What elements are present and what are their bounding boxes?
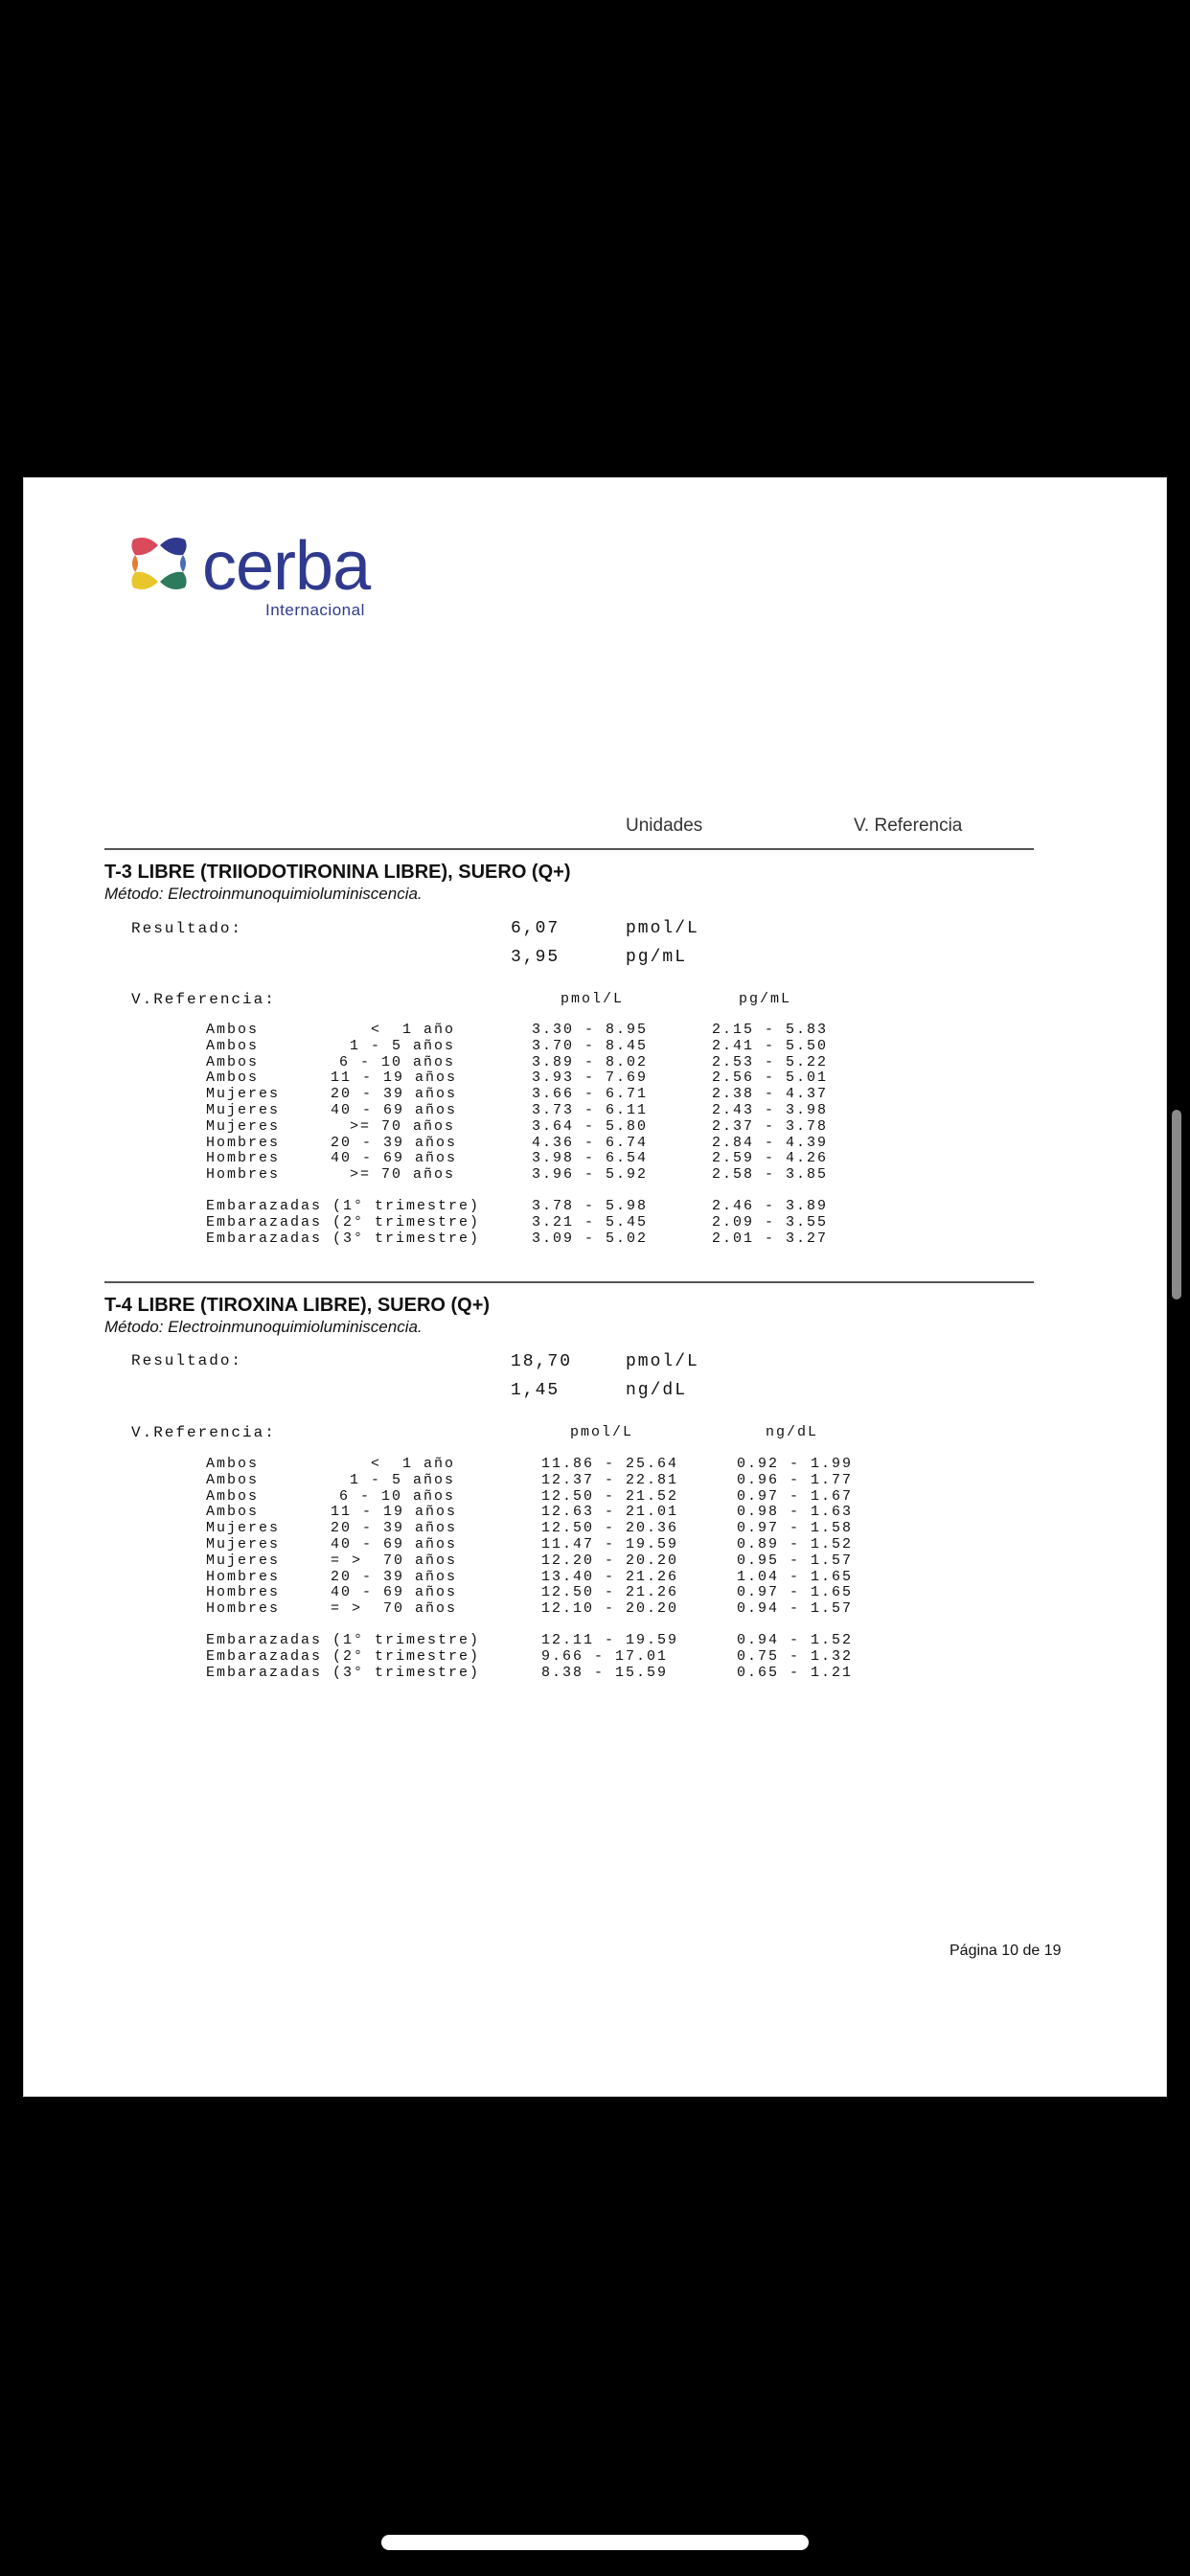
reference-row-range-2: 0.97 - 1.58 xyxy=(737,1520,854,1537)
result-unit: ng/dL xyxy=(626,1381,688,1400)
reference-row-range-2: 0.92 - 1.99 xyxy=(737,1456,854,1472)
reference-row-age: 6 - 10 años xyxy=(338,1487,455,1505)
column-header-reference: V. Referencia xyxy=(854,816,963,836)
reference-row-age: 1 - 5 años xyxy=(349,1471,455,1488)
reference-row-range-1: 3.30 - 8.95 xyxy=(532,1022,649,1038)
reference-row-group: Mujeres xyxy=(206,1552,281,1569)
pregnancy-row-label: Embarazadas (1° trimestre) xyxy=(206,1632,481,1648)
pregnancy-row-range-1: 3.78 - 5.98 xyxy=(532,1198,649,1214)
reference-row-group: Ambos xyxy=(206,1471,260,1488)
home-indicator[interactable] xyxy=(381,2535,809,2550)
reference-row-range-1: 3.73 - 6.11 xyxy=(532,1102,649,1118)
reference-row-group: Ambos xyxy=(206,1487,260,1505)
reference-row-age: = > 70 años xyxy=(331,1552,458,1569)
reference-row-range-1: 3.70 - 8.45 xyxy=(532,1037,649,1054)
cerba-logo-mark xyxy=(127,532,191,595)
pregnancy-row-range-2: 2.46 - 3.89 xyxy=(712,1198,829,1214)
section-title: T-4 LIBRE (TIROXINA LIBRE), SUERO (Q+) xyxy=(104,1295,491,1316)
reference-row-age: 11 - 19 años xyxy=(331,1070,458,1087)
pregnancy-row-label: Embarazadas (1° trimestre) xyxy=(206,1198,481,1214)
reference-row-group: Hombres xyxy=(206,1166,281,1184)
page-number: Página 10 de 19 xyxy=(950,1943,1062,1959)
header-divider xyxy=(104,848,1034,850)
reference-row-range-1: 3.96 - 5.92 xyxy=(532,1166,649,1184)
pregnancy-row-range-1: 3.09 - 5.02 xyxy=(532,1230,649,1247)
reference-row-group: Hombres xyxy=(206,1150,281,1167)
reference-row-range-2: 2.59 - 4.26 xyxy=(712,1150,829,1167)
reference-row-range-1: 12.50 - 21.52 xyxy=(541,1487,679,1505)
reference-unit-header: pmol/L xyxy=(570,1424,634,1440)
reference-row-range-2: 0.95 - 1.57 xyxy=(737,1552,854,1569)
result-value: 6,07 xyxy=(511,919,561,938)
reference-row-age: >= 70 años xyxy=(349,1117,455,1135)
scrollbar[interactable] xyxy=(1172,1110,1181,1300)
pregnancy-row-label: Embarazadas (2° trimestre) xyxy=(206,1213,481,1230)
reference-row-age: >= 70 años xyxy=(349,1166,455,1184)
reference-row-range-1: 12.50 - 20.36 xyxy=(541,1520,679,1537)
reference-label: V.Referencia: xyxy=(131,991,276,1008)
reference-row-range-2: 2.43 - 3.98 xyxy=(712,1102,829,1118)
reference-row-range-2: 0.97 - 1.67 xyxy=(737,1487,854,1505)
reference-row-range-2: 2.41 - 5.50 xyxy=(712,1037,829,1054)
reference-row-range-1: 12.63 - 21.01 xyxy=(541,1504,679,1521)
reference-row-range-2: 1.04 - 1.65 xyxy=(737,1568,854,1585)
pregnancy-row-label: Embarazadas (3° trimestre) xyxy=(206,1664,481,1681)
reference-row-age: 20 - 39 años xyxy=(331,1520,458,1537)
reference-row-group: Hombres xyxy=(206,1600,281,1618)
reference-row-range-2: 2.37 - 3.78 xyxy=(712,1117,829,1135)
reference-row-group: Ambos xyxy=(206,1070,260,1087)
result-value: 18,70 xyxy=(511,1352,573,1371)
reference-row-age: 20 - 39 años xyxy=(331,1568,458,1585)
reference-row-range-1: 12.10 - 20.20 xyxy=(541,1600,679,1618)
reference-row-range-2: 0.98 - 1.63 xyxy=(737,1504,854,1521)
reference-row-age: 1 - 5 años xyxy=(349,1037,455,1054)
reference-row-group: Ambos xyxy=(206,1504,260,1521)
reference-row-range-1: 3.66 - 6.71 xyxy=(532,1086,649,1103)
pregnancy-row-label: Embarazadas (2° trimestre) xyxy=(206,1647,481,1665)
result-unit: pmol/L xyxy=(626,1352,699,1371)
reference-row-group: Hombres xyxy=(206,1584,281,1601)
section-divider xyxy=(104,1281,1034,1283)
cerba-logo xyxy=(104,528,373,624)
reference-unit-header: ng/dL xyxy=(766,1424,819,1440)
reference-row-group: Mujeres xyxy=(206,1086,281,1103)
section-method: Método: Electroinmunoquimioluminiscencia. xyxy=(104,885,423,903)
reference-row-group: Mujeres xyxy=(206,1102,281,1118)
reference-row-range-1: 3.89 - 8.02 xyxy=(532,1053,649,1070)
reference-row-range-2: 2.15 - 5.83 xyxy=(712,1022,829,1038)
section-method: Método: Electroinmunoquimioluminiscencia. xyxy=(104,1318,423,1336)
reference-row-range-1: 12.37 - 22.81 xyxy=(541,1471,679,1488)
reference-row-range-2: 0.89 - 1.52 xyxy=(737,1536,854,1552)
reference-row-range-2: 0.97 - 1.65 xyxy=(737,1584,854,1601)
reference-row-range-1: 3.98 - 6.54 xyxy=(532,1150,649,1167)
reference-row-range-2: 2.58 - 3.85 xyxy=(712,1166,829,1184)
reference-row-age: 11 - 19 años xyxy=(331,1504,458,1521)
reference-row-group: Mujeres xyxy=(206,1520,281,1537)
reference-row-range-1: 11.47 - 19.59 xyxy=(541,1536,679,1552)
reference-row-group: Ambos xyxy=(206,1456,260,1472)
reference-row-age: 40 - 69 años xyxy=(331,1584,458,1601)
document-page xyxy=(23,477,1167,2097)
reference-row-age: 6 - 10 años xyxy=(338,1053,455,1070)
reference-row-range-2: 2.53 - 5.22 xyxy=(712,1053,829,1070)
reference-row-range-1: 3.64 - 5.80 xyxy=(532,1117,649,1135)
pregnancy-row-range-1: 3.21 - 5.45 xyxy=(532,1213,649,1230)
reference-row-group: Ambos xyxy=(206,1053,260,1070)
reference-row-group: Mujeres xyxy=(206,1536,281,1552)
pregnancy-row-range-1: 8.38 - 15.59 xyxy=(541,1664,669,1681)
logo-subtitle: Internacional xyxy=(265,601,365,619)
pregnancy-row-range-1: 9.66 - 17.01 xyxy=(541,1647,669,1665)
reference-row-range-1: 12.50 - 21.26 xyxy=(541,1584,679,1601)
pregnancy-row-range-2: 2.09 - 3.55 xyxy=(712,1213,829,1230)
reference-row-age: 40 - 69 años xyxy=(331,1102,458,1118)
result-label: Resultado: xyxy=(131,920,243,937)
pregnancy-row-range-1: 12.11 - 19.59 xyxy=(541,1632,679,1648)
reference-row-age: 20 - 39 años xyxy=(331,1086,458,1103)
reference-row-range-2: 2.38 - 4.37 xyxy=(712,1086,829,1103)
reference-label: V.Referencia: xyxy=(131,1424,276,1441)
reference-row-range-1: 4.36 - 6.74 xyxy=(532,1134,649,1151)
reference-row-range-2: 2.56 - 5.01 xyxy=(712,1070,829,1087)
reference-row-range-2: 0.94 - 1.57 xyxy=(737,1600,854,1618)
reference-row-group: Ambos xyxy=(206,1037,260,1054)
reference-row-age: 20 - 39 años xyxy=(331,1134,458,1151)
reference-row-age: = > 70 años xyxy=(331,1600,458,1618)
reference-row-range-2: 0.96 - 1.77 xyxy=(737,1471,854,1488)
reference-row-group: Hombres xyxy=(206,1134,281,1151)
result-value: 3,95 xyxy=(511,948,561,967)
reference-row-age: 40 - 69 años xyxy=(331,1150,458,1167)
reference-row-range-1: 12.20 - 20.20 xyxy=(541,1552,679,1569)
pregnancy-row-range-2: 0.75 - 1.32 xyxy=(737,1647,854,1665)
pregnancy-row-range-2: 0.65 - 1.21 xyxy=(737,1664,854,1681)
pregnancy-row-label: Embarazadas (3° trimestre) xyxy=(206,1230,481,1247)
column-header-units: Unidades xyxy=(626,816,703,836)
reference-unit-header: pg/mL xyxy=(739,991,792,1007)
reference-row-range-2: 2.84 - 4.39 xyxy=(712,1134,829,1151)
reference-row-age: 40 - 69 años xyxy=(331,1536,458,1552)
section-title: T-3 LIBRE (TRIIODOTIRONINA LIBRE), SUERO (Q+) xyxy=(104,862,571,883)
reference-row-group: Ambos xyxy=(206,1022,260,1038)
reference-row-range-1: 3.93 - 7.69 xyxy=(532,1070,649,1087)
pregnancy-row-range-2: 0.94 - 1.52 xyxy=(737,1632,854,1648)
reference-unit-header: pmol/L xyxy=(561,991,625,1007)
result-unit: pmol/L xyxy=(626,919,699,938)
reference-row-age: < 1 año xyxy=(370,1456,455,1472)
reference-row-group: Mujeres xyxy=(206,1117,281,1135)
pregnancy-row-range-2: 2.01 - 3.27 xyxy=(712,1230,829,1247)
result-unit: pg/mL xyxy=(626,948,688,967)
logo-wordmark: cerba xyxy=(202,528,371,605)
result-value: 1,45 xyxy=(511,1381,561,1400)
reference-row-group: Hombres xyxy=(206,1568,281,1585)
reference-row-range-1: 11.86 - 25.64 xyxy=(541,1456,679,1472)
reference-row-age: < 1 año xyxy=(370,1022,455,1038)
reference-row-range-1: 13.40 - 21.26 xyxy=(541,1568,679,1585)
result-label: Resultado: xyxy=(131,1352,243,1369)
